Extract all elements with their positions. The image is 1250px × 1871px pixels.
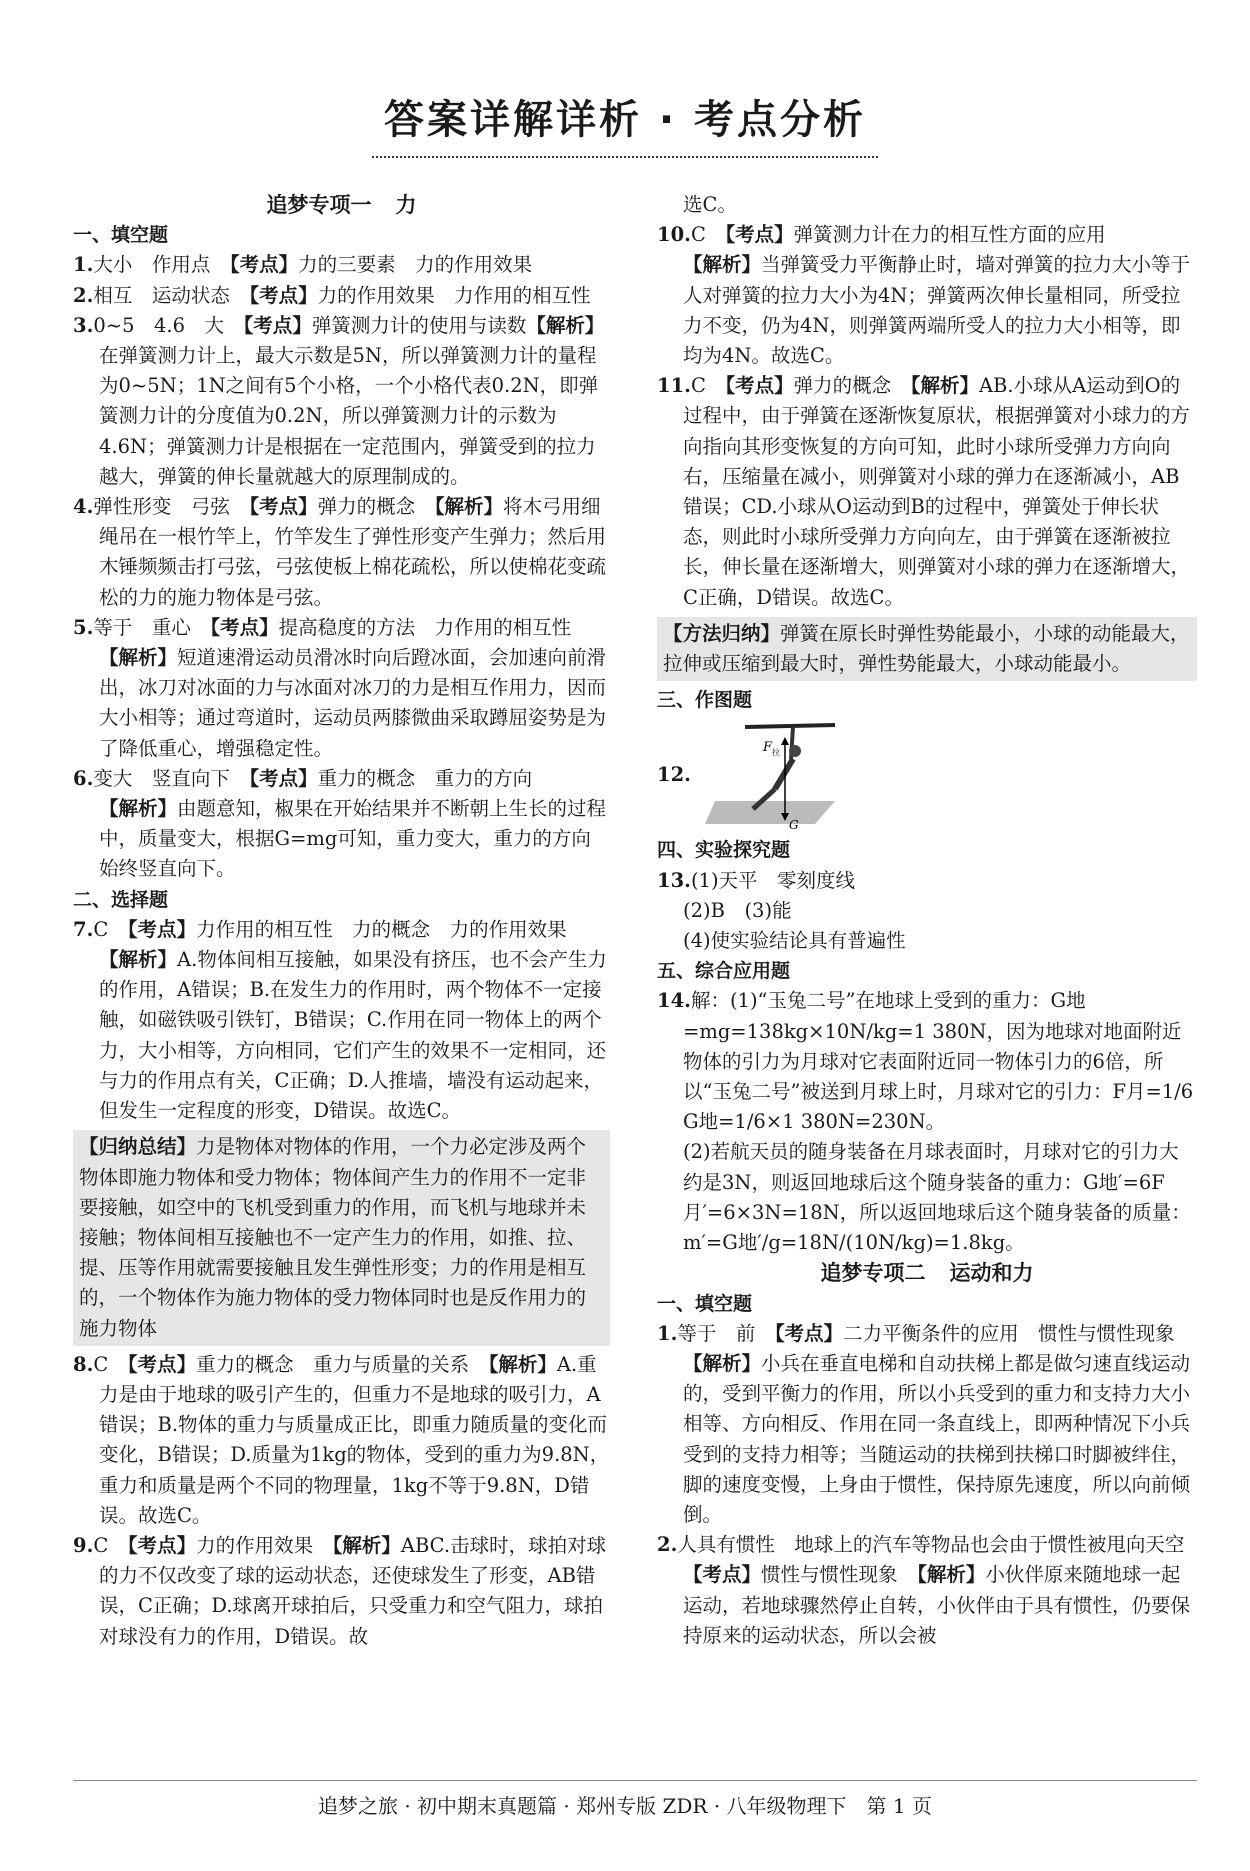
answer-text: 大小 作用点 — [93, 253, 230, 277]
tag-jiexi: 【 解析 】 — [911, 374, 979, 397]
tag-kaodian: 【 考点 】 — [249, 495, 317, 518]
tag-jiexi: 【 解析 】 — [435, 495, 503, 518]
answer-item-10 — [657, 220, 1197, 371]
category-application: 五、综合应用题 — [657, 960, 791, 983]
page-title: 答案详解详析 · 考点分析 — [383, 97, 867, 143]
tag-kaodian: 【 考点 】 — [683, 1563, 761, 1586]
answer-item-r1 — [657, 1319, 1197, 1530]
kaodian-text: 弹力的概念 — [317, 495, 435, 519]
category-multiple-choice: 二、选择题 — [73, 888, 169, 911]
kaodian-text: 重力的概念 重力与质量的关系 — [196, 1352, 489, 1376]
tag-kaodian: 【 考点 】 — [128, 918, 196, 941]
tag-kaodian: 【 考点 】 — [775, 1322, 843, 1345]
answer-item-12 — [657, 719, 1197, 831]
tag-kaodian: 【 考点 】 — [244, 314, 312, 337]
jiexi-text: 短道速滑运动员滑冰时向后蹬冰面，会加速向前滑出，冰刀对冰面的力与冰面对冰刀的力是相互作用力，因而大小相等；通过弯道时，运动员两膝微曲采取蹲屈姿势是为了降低重心，增强稳定性。 — [99, 646, 607, 760]
item-number: 14. — [657, 989, 691, 1013]
summary-text: 力是物体对物体的作用，一个力必定涉及两个物体即施力物体和受力物体；物体间产生力的作用不一定非要接触，如空中的飞机受到重力的作用，而飞机与地球并未接触；物体间相互接触也不一定产生力的作用，如推、拉、提、压等作用就需要接触且发生弹性形变；力的作用是相互的，一个物体作为施力物体的受力物体同时也是反作用力的施力物体 — [79, 1135, 587, 1340]
item-number: 6. — [73, 766, 94, 790]
item-number: 1. — [73, 253, 94, 277]
answer-item-13-line-2: (2)B (3)能 — [683, 898, 792, 922]
summary-box — [73, 1130, 610, 1345]
answer-item-13 — [657, 866, 1197, 896]
item-number: 10. — [657, 223, 691, 247]
jiexi-text: 小兵在垂直电梯和自动扶梯上都是做匀速直线运动的，受到平衡力的作用，所以小兵受到的重力和支持力大小相等、方向相反、作用在同一条直线上，即两种情况下小兵受到的支持力相等；当随运动的扶梯到扶梯口时脚被绊住，脚的速度变慢，上身由于惯性，保持原先速度，所以向前倾倒。 — [683, 1351, 1191, 1526]
answer-text: 等于 重心 — [93, 615, 211, 639]
tag-jiexi: 【 解析 】 — [489, 1353, 557, 1376]
item-number: 11. — [657, 374, 691, 398]
jiexi-text: 将木弓用细绳吊在一根竹竿上，竹竿发生了弹性形变产生弹力；然后用木锤频频击打弓弦，弓弦使板上棉花疏松，所以使棉花变疏松的力的施力物体是弓弦。 — [99, 495, 607, 609]
tag-jiexi: 【 解析 】 — [683, 253, 761, 276]
answer-item-11 — [657, 371, 1197, 613]
answer-text: 人具有惯性 地球上的汽车等物品也会由于惯性被甩向天空 — [677, 1533, 1204, 1557]
footer-divider — [73, 1780, 1197, 1781]
answer-text: 弹性形变 弓弦 — [93, 495, 250, 519]
item-number: 7. — [73, 917, 94, 941]
kaodian-text: 提高稳度的方法 力作用的相互性 — [278, 615, 591, 639]
jiexi-text: ABC.击球时，球拍对球的力不仅改变了球的运动状态，还使球发生了形变，AB错误，C正确；D.球离开球拍后，只受重力和空气阻力，球拍对球没有力的作用，D错误。故 — [99, 1533, 607, 1648]
section-title-1-topic: 力 — [395, 193, 417, 217]
category-drawing: 三、作图题 — [657, 689, 753, 712]
kaodian-text: 弹簧测力计的使用与读数 — [311, 313, 527, 337]
kaodian-text: 重力的概念 重力的方向 — [317, 766, 533, 790]
answer-text: 0~5 4.6 大 — [93, 313, 244, 337]
answer-item-6 — [73, 764, 610, 885]
solution-part-1: 解：(1)“玉兔二号”在地球上受到的重力：G地=mg=138kg×10N/kg=1 380N，因为地球对地面附近物体的引力为月球对它表面附近同一物体引力的6倍，所以“玉兔二号”被送到月球上时，月球对它的引力：F月=1/6 G地=1/6×1 380N=230N。 — [683, 989, 1194, 1134]
kaodian-text: 力的作用效果 — [196, 1533, 333, 1557]
item-number: 1. — [657, 1321, 678, 1345]
item-number: 2. — [73, 283, 94, 307]
method-text: 弹簧在原长时弹性势能最小，小球的动能最大，拉伸或压缩到最大时，弹性势能最大，小球动能最小。 — [663, 621, 1190, 676]
item-number: 8. — [73, 1352, 94, 1376]
answer-text: C — [690, 223, 726, 247]
ground-plane — [705, 801, 835, 824]
tag-kaodian: 【 考点 】 — [128, 1353, 196, 1376]
answer-item-14 — [657, 986, 1197, 1137]
answer-item-1 — [73, 250, 610, 280]
kaodian-text: 力的三要素 力的作用效果 — [298, 253, 533, 277]
section-title-2-topic: 运动和力 — [949, 1261, 1034, 1286]
tag-kaodian: 【 考点 】 — [725, 374, 793, 397]
answer-item-r2 — [657, 1530, 1204, 1651]
tag-summary: 【 归纳总结 】 — [79, 1135, 196, 1158]
tag-kaodian: 【 考点 】 — [210, 616, 278, 639]
jiexi-text: AB.小球从A运动到O的过程中，由于弹簧在逐渐恢复原状，根据弹簧对小球力的方向指向其形变恢复的方向可知，此时小球所受弹力方向向右，压缩量在减小，则弹簧对小球的弹力在逐渐减小，AB错误；CD.小球从O运动到B的过程中，弹簧处于伸长状态，则此时小球所受弹力方向向左，由于弹簧在逐渐被拉长，伸长量在逐渐增大，则弹簧对小球的弹力在逐渐增大，C正确，D错误。故选C。 — [683, 374, 1191, 609]
category-fill-blank: 一、填空题 — [73, 224, 169, 247]
answer-item-8 — [73, 1350, 610, 1531]
force-diagram — [705, 719, 855, 831]
answer-item-7 — [73, 915, 610, 1126]
answer-item-9 — [73, 1531, 610, 1652]
answer-item-3 — [73, 311, 610, 492]
answer-text: C — [93, 1352, 128, 1376]
kaodian-text: 力的作用效果 力作用的相互性 — [317, 283, 591, 307]
horizontal-bar — [745, 725, 835, 727]
force-label: F — [762, 740, 772, 756]
kaodian-text: 弹力的概念 — [793, 374, 911, 398]
kaodian-text: 惯性与惯性现象 — [761, 1563, 918, 1587]
tag-kaodian: 【 考点 】 — [249, 767, 317, 790]
tag-jiexi: 【 解析 】 — [683, 1352, 761, 1375]
tag-jiexi: 【 解析 】 — [99, 646, 177, 669]
method-box — [657, 617, 1197, 681]
tag-kaodian: 【 考点 】 — [128, 1534, 196, 1557]
answer-item-5 — [73, 613, 610, 764]
category-fill-blank-2: 一、填空题 — [657, 1292, 753, 1315]
force-arrowhead-up — [781, 737, 789, 745]
jiexi-text: 当弹簧受力平衡静止时，墙对弹簧的拉力大小等于人对弹簧的拉力大小为4N；弹簧两次伸长量相同，所受拉力不变，仍为4N，则弹簧两端所受人的拉力大小相等，即均为4N。故选C。 — [683, 253, 1191, 368]
person-head — [789, 745, 801, 757]
answer-text: C — [93, 917, 128, 941]
jiexi-text: A.重力是由于地球的吸引产生的，但重力不是地球的吸引力，A错误；B.物体的重力与质量成正比，即重力随质量的变化而变化，B错误；D.质量为1kg的物体，受到的重力为9.8N，重力和质量是两个不同的物理量，1kg不等于9.8N，D错误。故选C。 — [99, 1352, 610, 1527]
section-title-2 — [657, 1258, 1197, 1288]
item-number: 2. — [657, 1533, 678, 1557]
tag-kaodian: 【 考点 】 — [230, 253, 298, 276]
page-footer: 追梦之旅 · 初中期末真题篇 · 郑州专版 ZDR · 八年级物理下 第 1 页 — [317, 1794, 932, 1818]
tag-method: 【 方法归纳 】 — [663, 622, 780, 645]
item-number: 5. — [73, 615, 94, 639]
kaodian-text: 二力平衡条件的应用 惯性与惯性现象 — [843, 1321, 1195, 1345]
answer-item-13-line-3: (4)使实验结论具有普遍性 — [683, 929, 906, 953]
answer-text: C — [93, 1533, 128, 1557]
answer-item-2 — [73, 281, 610, 311]
left-column — [73, 190, 610, 1652]
jiexi-text: 小伙伴原来随地球一起运动，若地球骤然停止自转，小伙伴由于具有惯性，仍要保持原来的运动状态，所以会被 — [683, 1563, 1191, 1647]
force-label-sub: 拉 — [771, 748, 780, 758]
item-number: 12. — [657, 763, 691, 787]
title-underline — [372, 156, 878, 158]
continued-text: 选C。 — [683, 193, 737, 216]
jiexi-text: A.物体间相互接触，如果没有挤压，也不会产生力的作用，A错误；B.在发生力的作用时，两个物体不一定接触，如磁铁吸引铁钉，B错误；C.作用在同一物体上的两个力，大小相等，方向相同，它们产生的效果不一定相同，还与力的作用点有关，C正确；D.人推墙，墙没有运动起来，但发生一定程度的形变，D错误。故选C。 — [99, 948, 607, 1123]
tag-jiexi: 【 解析 】 — [917, 1563, 985, 1586]
item-number: 9. — [73, 1533, 94, 1557]
tag-jiexi: 【 解析 】 — [99, 948, 177, 971]
tag-jiexi: 【 解析 】 — [333, 1534, 401, 1557]
category-experiment: 四、实验探究题 — [657, 839, 791, 862]
answer-text: 相互 运动状态 — [93, 283, 250, 307]
item-number: 13. — [657, 868, 691, 892]
answer-item-4 — [73, 492, 610, 613]
answer-text: 变大 竖直向下 — [93, 766, 250, 790]
solution-part-2: (2)若航天员的随身装备在月球表面时，月球对它的引力大约是3N，则返回地球后这个随身装备的重力：G地′=6F月′=6×3N=18N，所以返回地球后这个随身装备的质量：m′=G地′/g=18N/(10N/kg)=1.8kg。 — [683, 1140, 1191, 1255]
jiexi-text: 由题意知，椒果在开始结果并不断朝上生长的过程中，质量变大，根据G=mg可知，重力变大，重力的方向始终竖直向下。 — [99, 797, 607, 881]
tag-jiexi: 【 解析 】 — [99, 797, 177, 820]
item-number: 3. — [73, 313, 94, 337]
section-title-1-name: 追梦专项一 — [266, 193, 372, 217]
answer-text: 等于 前 — [677, 1321, 775, 1345]
item-number: 4. — [73, 495, 94, 519]
answer-text: C — [690, 374, 726, 398]
gravity-label: G — [788, 818, 799, 832]
kaodian-text: 弹簧测力计在力的相互性方面的应用 — [793, 223, 1106, 247]
tag-jiexi: 【 解析 】 — [526, 314, 604, 337]
right-column — [657, 190, 1204, 1651]
tag-kaodian: 【 考点 】 — [725, 223, 793, 246]
answer-line-1: (1)天平 零刻度线 — [690, 868, 856, 892]
tag-kaodian: 【 考点 】 — [249, 284, 317, 307]
section-title-2-name: 追梦专项二 — [820, 1261, 926, 1286]
jiexi-text: 在弹簧测力计上，最大示数是5N，所以弹簧测力计的量程为0~5N；1N之间有5个小格，一个小格代表0.2N，即弹簧测力计的分度值为0.2N，所以弹簧测力计的示数为4.6N；弹簧测力计是根据在一定范围内，弹簧受到的拉力越大，弹簧的伸长量就越大的原理制成的。 — [99, 344, 599, 488]
kaodian-text: 力作用的相互性 力的概念 力的作用效果 — [196, 917, 587, 941]
section-title-1 — [73, 190, 610, 220]
person-body — [775, 759, 793, 789]
